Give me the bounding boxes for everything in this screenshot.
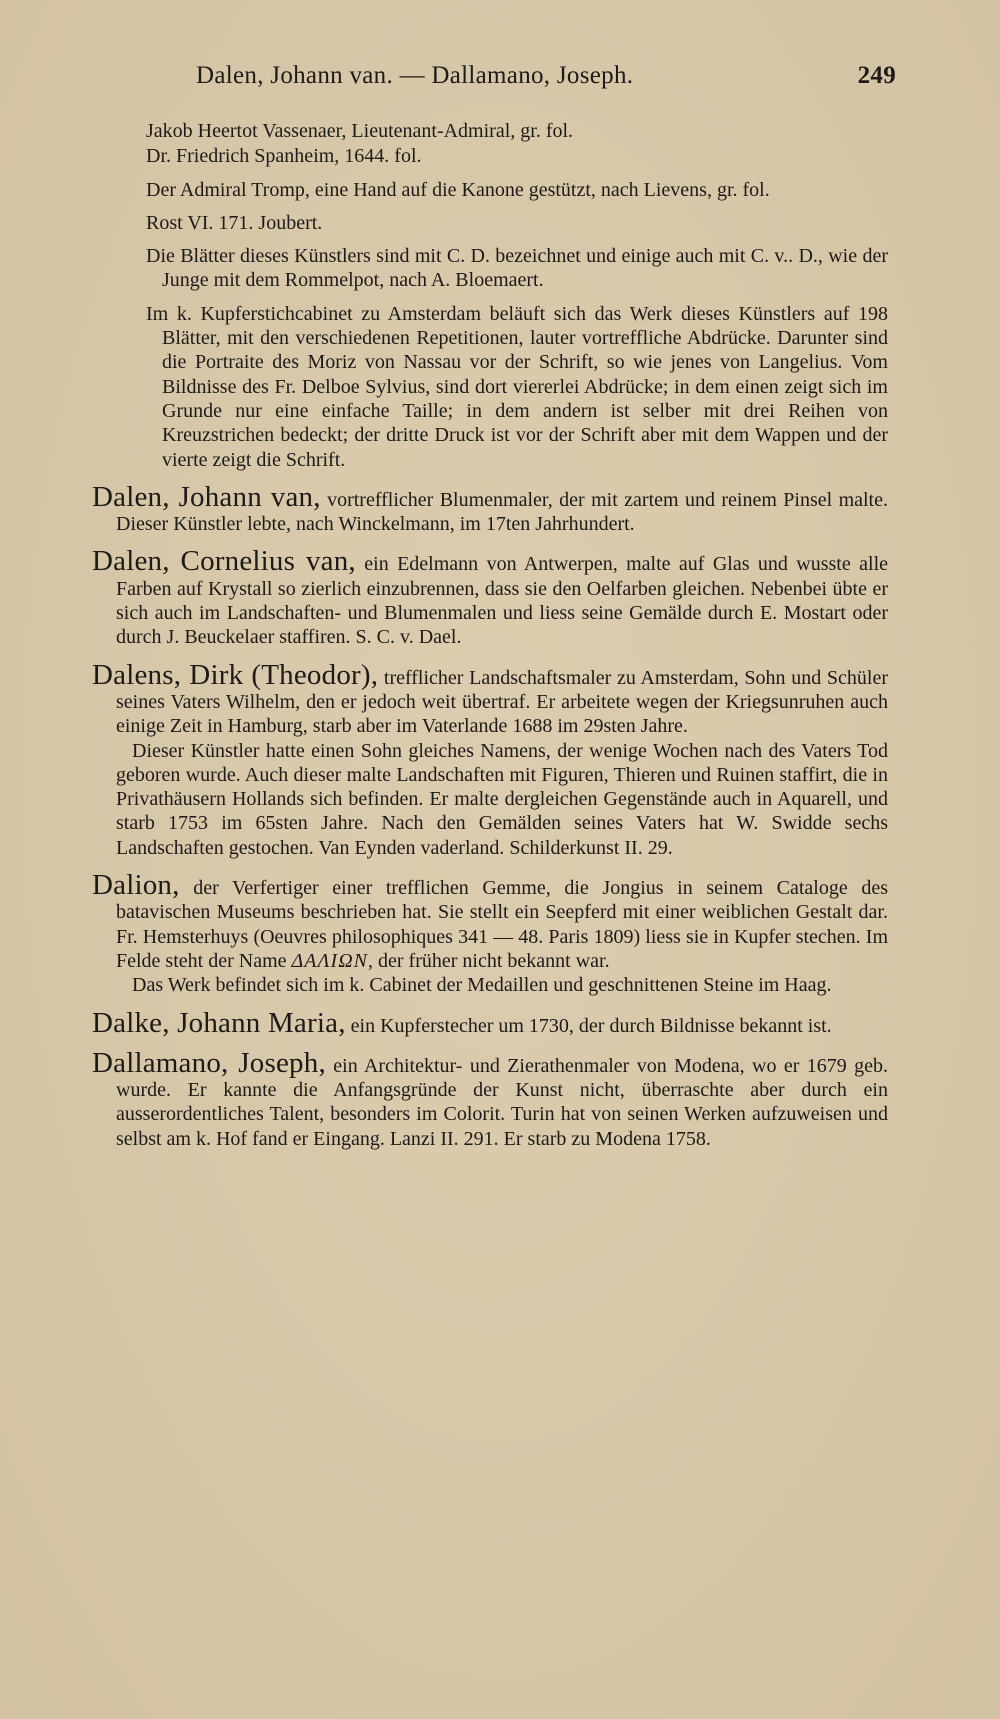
entry-body: vortrefflicher Blumenmaler, der mit zartem und reinem Pinsel malte. Dieser Künstler lebte, nach Winckelmann, im 17ten Jahrhundert. — [116, 488, 888, 536]
entry-dallamano — [92, 1046, 888, 1151]
entry-body-before: der Verfertiger einer trefflichen Gemme, die Jongius in seinem Cataloge des batavischen Museums beschrieben hat. Sie stellt ein Seepferd mit einer weiblichen Gestalt dar. Fr. Hemsterhuys (Oeuvres philosophiques 341 — 48. Paris 1809) liess sie in Kupfer stechen. Im Felde steht der Name — [116, 877, 888, 972]
entry-headword: Dalke, Johann Maria, — [92, 1006, 346, 1039]
greek-inscription: ΔΑΛΙΩΝ — [291, 949, 368, 972]
subentry-monogram-note: Die Blätter dieses Künstlers sind mit C. D. bezeichnet und einige auch mit C. v.. D., wie der Junge mit dem Rommelpot, nach A. Bloemaert. — [146, 245, 888, 292]
entry-dalen-johann — [92, 480, 888, 537]
entry-headword: Dalen, Johann van, — [92, 480, 321, 513]
running-head — [196, 62, 896, 90]
entry-headword: Dalion, — [92, 869, 180, 902]
subentry-rost: Rost VI. 171. Joubert. — [146, 211, 323, 234]
page-number: 249 — [857, 62, 896, 89]
subentry-amsterdam-cabinet: Im k. Kupferstichcabinet zu Amsterdam beläuft sich das Werk dieses Künstlers auf 198 Blätter, mit den verschiedenen Repetitionen, lauter vortreffliche Abdrücke. Darunter sind die Portraite des Moriz von Nassau vor der Schrift, so wie jenes von Langelius. Vom Bildnisse des Fr. Delboe Sylvius, sind dort viererlei Abdrücke; in dem einen zeigt sich im Grunde nur eine einfache Taille; in dem andern ist selber mit drei Reihen von Kreuzstrichen bedeckt; der dritte Druck ist vor der Schrift aber mit dem Wappen und der vierte zeigt die Schrift. — [146, 302, 888, 471]
dictionary-text — [92, 119, 888, 1160]
entry-body: trefflicher Landschaftsmaler zu Amsterdam, Sohn und Schüler seines Vaters Wilhelm, den er jedoch weit übertraf. Er arbeitete wegen der Kriegsunruhen auch einige Zeit in Hamburg, starb aber im Vaterlande 1688 im 29sten Jahre. — [116, 666, 888, 738]
entry-body: ein Architektur- und Zierathenmaler von Modena, wo er 1679 geb. wurde. Er kannte die Anfangsgründe der Kunst nicht, überraschte aber durch ein ausserordentliches Talent, besonders im Colorit. Turin hat von seinen Werken aufzuweisen und selbst am k. Hof fand er Eingang. Lanzi II. 291. Er starb zu Modena 1758. — [116, 1054, 888, 1150]
entry-body: ein Kupferstecher um 1730, der durch Bildnisse bekannt ist. — [345, 1014, 832, 1037]
running-title: Dalen, Johann van. — Dallamano, Joseph. — [196, 62, 634, 89]
entry-body-after: , der früher nicht bekannt war. — [368, 949, 610, 972]
entry-dalke — [92, 1006, 888, 1039]
entry-dalens-dirk-continuation: Dieser Künstler hatte einen Sohn gleiches Namens, der wenige Wochen nach des Vaters Tod geboren wurde. Auch dieser malte Landschaften mit Figuren, Thieren und Ruinen staffirt, die in Privathäusern Hollands sich befinden. Er malte dergleichen Gegenstände auch in Aquarell, und starb 1753 im 65sten Jahre. Nach den Gemälden seines Vaters hat W. Swidde sechs Landschaften gestochen. Van Eynden vaderland. Schilderkunst II. 29. — [116, 739, 888, 859]
subentry-spanheim: Dr. Friedrich Spanheim, 1644. fol. — [146, 145, 422, 168]
entry-dalion-continuation: Das Werk befindet sich im k. Cabinet der Medaillen und geschnittenen Steine im Haag. — [132, 974, 832, 997]
entry-dalion — [92, 869, 888, 973]
entry-headword: Dalen, Cornelius van, — [92, 545, 356, 578]
entry-headword: Dalens, Dirk (Theodor), — [92, 658, 379, 691]
subentry-vassenaer: Jakob Heertot Vassenaer, Lieutenant-Admiral, gr. fol. — [146, 120, 574, 142]
entry-dalens-dirk — [92, 658, 888, 739]
entry-headword: Dallamano, Joseph, — [92, 1046, 326, 1079]
entry-dalen-cornelius — [92, 545, 888, 649]
subentry-admiral-tromp: Der Admiral Tromp, eine Hand auf die Kanone gestützt, nach Lievens, gr. fol. — [146, 178, 770, 201]
entry-body: ein Edelmann von Antwerpen, malte auf Glas und wusste alle Farben auf Krystall so zierlich einzubrennen, dass sie den Oelfarben gleichen. Nebenbei übte er sich auch im Landschaften- und Blumenmalen und liess seine Gemälde durch E. Mostart oder durch J. Beuckelaer staffiren. S. C. v. Dael. — [116, 553, 888, 649]
